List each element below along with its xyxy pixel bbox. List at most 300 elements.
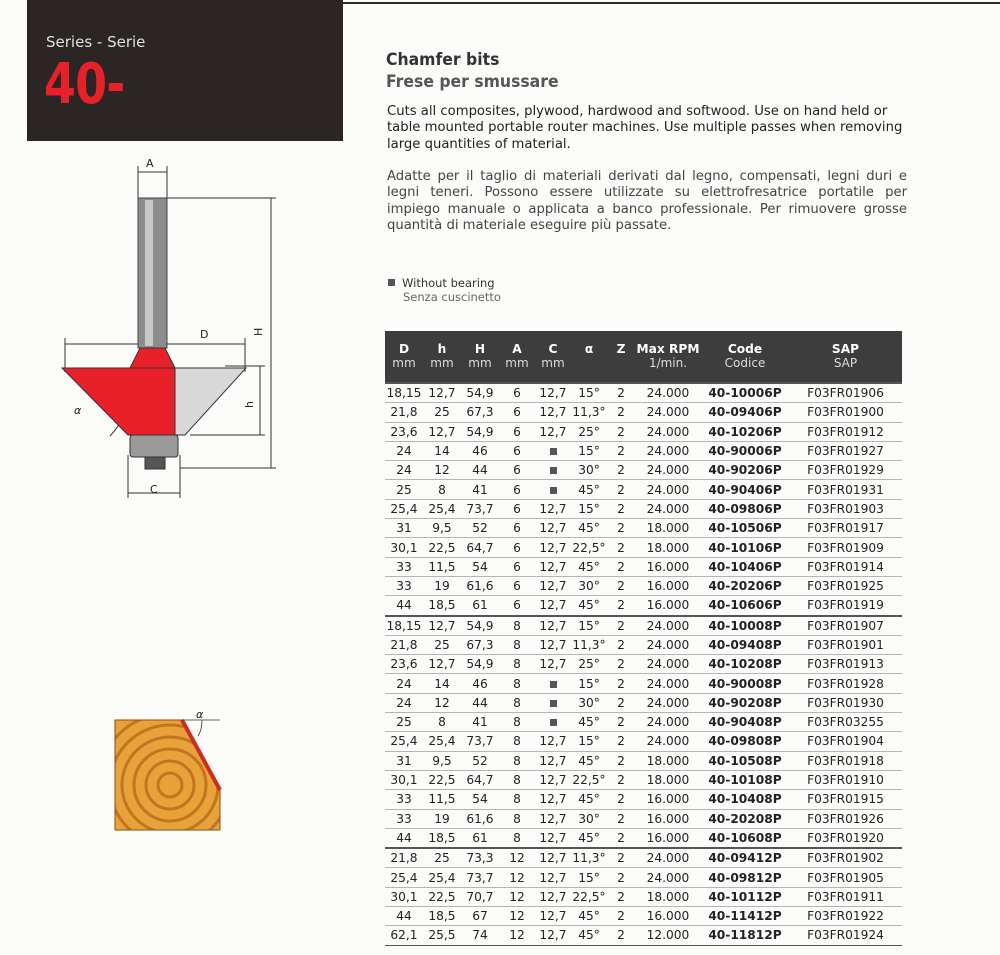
- table-cell: F03FR01929: [789, 461, 902, 480]
- table-cell: 61: [461, 828, 499, 848]
- table-cell: F03FR01901: [789, 635, 902, 654]
- series-number: 40-: [44, 52, 125, 117]
- no-bearing-cell: [535, 461, 571, 480]
- no-bearing-cell: [535, 674, 571, 693]
- table-cell: 2: [607, 809, 635, 828]
- table-cell: 25,4: [385, 732, 423, 751]
- table-cell: 46: [461, 441, 499, 460]
- table-cell: 2: [607, 790, 635, 809]
- table-cell: 24.000: [635, 635, 701, 654]
- table-cell: 2: [607, 828, 635, 848]
- table-cell: 6: [499, 422, 535, 441]
- table-cell: 11,3°: [571, 635, 607, 654]
- table-cell: 40-10106P: [701, 538, 789, 557]
- table-cell: 12,7: [535, 868, 571, 887]
- table-cell: 11,5: [423, 557, 461, 576]
- table-cell: 24.000: [635, 403, 701, 422]
- table-cell: 14: [423, 441, 461, 460]
- table-cell: 24.000: [635, 655, 701, 674]
- table-cell: 45°: [571, 828, 607, 848]
- table-cell: 25: [385, 480, 423, 499]
- table-cell: 2: [607, 926, 635, 945]
- table-cell: 41: [461, 480, 499, 499]
- table-cell: 18.000: [635, 519, 701, 538]
- table-cell: 54,9: [461, 655, 499, 674]
- table-cell: 12,7: [535, 809, 571, 828]
- table-cell: F03FR01905: [789, 868, 902, 887]
- table-cell: F03FR01914: [789, 557, 902, 576]
- table-cell: 12,7: [535, 655, 571, 674]
- table-cell: 2: [607, 576, 635, 595]
- table-cell: 2: [607, 596, 635, 616]
- table-cell: 30°: [571, 693, 607, 712]
- table-cell: 2: [607, 887, 635, 906]
- table-cell: 2: [607, 674, 635, 693]
- table-cell: 2: [607, 480, 635, 499]
- table-cell: 30,1: [385, 538, 423, 557]
- table-cell: 54,9: [461, 383, 499, 403]
- table-cell: 15°: [571, 499, 607, 518]
- table-cell: 2: [607, 751, 635, 770]
- table-cell: 6: [499, 441, 535, 460]
- table-cell: 24.000: [635, 461, 701, 480]
- table-cell: 52: [461, 751, 499, 770]
- table-cell: 22,5: [423, 770, 461, 789]
- column-header: D: [385, 331, 423, 356]
- table-cell: 40-11812P: [701, 926, 789, 945]
- table-cell: 2: [607, 655, 635, 674]
- table-cell: 2: [607, 732, 635, 751]
- column-header: H: [461, 331, 499, 356]
- table-cell: 6: [499, 519, 535, 538]
- table-cell: 24.000: [635, 848, 701, 868]
- table-row: [385, 635, 902, 654]
- table-cell: 64,7: [461, 538, 499, 557]
- table-cell: 73,7: [461, 499, 499, 518]
- table-cell: 64,7: [461, 770, 499, 789]
- table-cell: 8: [499, 693, 535, 712]
- table-cell: 24.000: [635, 693, 701, 712]
- column-unit: [571, 356, 607, 383]
- table-cell: 12: [499, 926, 535, 945]
- dim-label-h-total: H: [252, 327, 265, 336]
- column-header: SAP: [789, 331, 902, 356]
- column-header: Code: [701, 331, 789, 356]
- table-cell: 18.000: [635, 770, 701, 789]
- table-cell: F03FR01928: [789, 674, 902, 693]
- table-cell: 8: [499, 828, 535, 848]
- table-cell: 12: [423, 693, 461, 712]
- table-cell: 19: [423, 576, 461, 595]
- table-cell: 6: [499, 403, 535, 422]
- table-cell: 12,7: [423, 655, 461, 674]
- table-cell: 16.000: [635, 828, 701, 848]
- table-cell: 61,6: [461, 576, 499, 595]
- table-row: [385, 480, 902, 499]
- table-cell: 15°: [571, 616, 607, 636]
- table-cell: 31: [385, 751, 423, 770]
- table-row: [385, 809, 902, 828]
- table-row: [385, 557, 902, 576]
- table-cell: 16.000: [635, 907, 701, 926]
- table-cell: 40-20206P: [701, 576, 789, 595]
- table-cell: 12: [499, 868, 535, 887]
- table-cell: 9,5: [423, 519, 461, 538]
- table-row: [385, 441, 902, 460]
- table-cell: 16.000: [635, 790, 701, 809]
- table-cell: 18.000: [635, 538, 701, 557]
- table-row: [385, 499, 902, 518]
- table-unit-row: [385, 356, 902, 383]
- table-cell: 12,7: [535, 596, 571, 616]
- table-cell: 16.000: [635, 576, 701, 595]
- table-cell: 40-09412P: [701, 848, 789, 868]
- table-cell: 12,7: [535, 576, 571, 595]
- table-cell: 12,7: [423, 422, 461, 441]
- table-cell: 12: [423, 461, 461, 480]
- table-cell: 12,7: [535, 422, 571, 441]
- table-cell: 12: [499, 887, 535, 906]
- table-cell: 45°: [571, 751, 607, 770]
- series-label: Series - Serie: [46, 33, 146, 51]
- table-cell: 25: [423, 635, 461, 654]
- top-rule: [342, 2, 1000, 4]
- table-cell: 2: [607, 461, 635, 480]
- wood-alpha-label: α: [196, 710, 204, 721]
- table-cell: 12,7: [535, 907, 571, 926]
- table-cell: F03FR01904: [789, 732, 902, 751]
- table-cell: F03FR01918: [789, 751, 902, 770]
- table-cell: 44: [385, 596, 423, 616]
- table-cell: 40-10508P: [701, 751, 789, 770]
- table-cell: 12,7: [535, 383, 571, 403]
- table-cell: 45°: [571, 713, 607, 732]
- table-cell: 67: [461, 907, 499, 926]
- table-cell: 24.000: [635, 732, 701, 751]
- table-cell: 54,9: [461, 422, 499, 441]
- table-cell: F03FR01911: [789, 887, 902, 906]
- table-cell: 25°: [571, 655, 607, 674]
- table-cell: 46: [461, 674, 499, 693]
- table-cell: 12,7: [535, 848, 571, 868]
- table-cell: 40-10408P: [701, 790, 789, 809]
- table-cell: 40-10406P: [701, 557, 789, 576]
- description-it: Adatte per il taglio di materiali derivati dal legno, compensati, legni duri e legni teneri. Possono essere utilizzate su elettrofresatrice portatile per impiego manuale o applicata a banco professionale. Per rimuovere grosse quantità di materiale eseguire più passate.: [387, 169, 907, 233]
- table-cell: 30,1: [385, 887, 423, 906]
- table-cell: 2: [607, 422, 635, 441]
- table-row: [385, 576, 902, 595]
- table-cell: 22,5: [423, 887, 461, 906]
- column-unit: Codice: [701, 356, 789, 383]
- no-bearing-square-icon: [550, 487, 557, 494]
- table-row: [385, 770, 902, 789]
- no-bearing-square-icon: [550, 719, 557, 726]
- table-cell: 61: [461, 596, 499, 616]
- table-cell: 24.000: [635, 441, 701, 460]
- table-cell: F03FR01906: [789, 383, 902, 403]
- table-cell: 74: [461, 926, 499, 945]
- table-cell: 24: [385, 674, 423, 693]
- table-cell: 12,7: [535, 557, 571, 576]
- table-cell: 40-10208P: [701, 655, 789, 674]
- table-cell: F03FR01919: [789, 596, 902, 616]
- table-cell: F03FR01917: [789, 519, 902, 538]
- table-cell: 22,5: [423, 538, 461, 557]
- table-cell: 30,1: [385, 770, 423, 789]
- table-row: [385, 519, 902, 538]
- table-cell: 22,5°: [571, 538, 607, 557]
- table-cell: 18.000: [635, 887, 701, 906]
- table-cell: 6: [499, 461, 535, 480]
- table-cell: 23,6: [385, 655, 423, 674]
- table-row: [385, 596, 902, 616]
- table-cell: F03FR01900: [789, 403, 902, 422]
- table-row: [385, 751, 902, 770]
- table-cell: 22,5°: [571, 770, 607, 789]
- table-cell: 15°: [571, 732, 607, 751]
- column-header: A: [499, 331, 535, 356]
- dim-label-h-cut: h: [243, 401, 256, 408]
- table-cell: 40-90408P: [701, 713, 789, 732]
- table-cell: 12.000: [635, 926, 701, 945]
- table-cell: F03FR01907: [789, 616, 902, 636]
- table-cell: 6: [499, 596, 535, 616]
- table-cell: 24.000: [635, 480, 701, 499]
- table-cell: F03FR01927: [789, 441, 902, 460]
- column-unit: mm: [385, 356, 423, 383]
- table-cell: 21,8: [385, 848, 423, 868]
- table-cell: 16.000: [635, 557, 701, 576]
- table-cell: 67,3: [461, 635, 499, 654]
- column-unit: SAP: [789, 356, 902, 383]
- no-bearing-cell: [535, 693, 571, 712]
- table-row: [385, 848, 902, 868]
- table-cell: 25: [423, 848, 461, 868]
- table-cell: F03FR01909: [789, 538, 902, 557]
- table-cell: 40-09812P: [701, 868, 789, 887]
- table-cell: 45°: [571, 480, 607, 499]
- table-cell: 6: [499, 480, 535, 499]
- table-cell: 12: [499, 848, 535, 868]
- table-cell: 12,7: [535, 926, 571, 945]
- bearing-shape: [130, 435, 178, 457]
- table-cell: 12,7: [535, 790, 571, 809]
- table-cell: 2: [607, 616, 635, 636]
- table-cell: 25: [423, 403, 461, 422]
- table-cell: 24: [385, 461, 423, 480]
- table-cell: 8: [499, 770, 535, 789]
- table-cell: 9,5: [423, 751, 461, 770]
- table-cell: 2: [607, 383, 635, 403]
- table-cell: 15°: [571, 383, 607, 403]
- wood-chamfer-illustration: [110, 710, 240, 835]
- table-cell: 40-90008P: [701, 674, 789, 693]
- column-unit: mm: [461, 356, 499, 383]
- page-subtitle: Frese per smussare: [386, 72, 559, 92]
- table-cell: 12,7: [535, 770, 571, 789]
- table-cell: 2: [607, 770, 635, 789]
- table-cell: 24.000: [635, 383, 701, 403]
- page-title: Chamfer bits: [386, 50, 500, 70]
- table-cell: 70,7: [461, 887, 499, 906]
- table-cell: 14: [423, 674, 461, 693]
- shank-highlight: [145, 200, 153, 346]
- table-cell: 25,4: [385, 499, 423, 518]
- table-cell: 11,3°: [571, 403, 607, 422]
- table-cell: 45°: [571, 907, 607, 926]
- column-unit: [607, 356, 635, 383]
- table-cell: F03FR01913: [789, 655, 902, 674]
- table-cell: 44: [461, 693, 499, 712]
- table-row: [385, 422, 902, 441]
- column-header: α: [571, 331, 607, 356]
- no-bearing-square-icon: [550, 467, 557, 474]
- dim-label-c: C: [150, 483, 158, 496]
- collar-shape: [130, 348, 175, 368]
- table-cell: 11,3°: [571, 848, 607, 868]
- table-cell: 8: [423, 480, 461, 499]
- router-bit-diagram: [50, 150, 290, 510]
- no-bearing-cell: [535, 480, 571, 499]
- table-cell: 25,4: [423, 499, 461, 518]
- table-cell: 12,7: [535, 519, 571, 538]
- table-cell: 8: [499, 616, 535, 636]
- table-cell: 6: [499, 383, 535, 403]
- table-row: [385, 693, 902, 712]
- table-cell: 73,3: [461, 848, 499, 868]
- table-cell: 2: [607, 635, 635, 654]
- table-cell: 45°: [571, 557, 607, 576]
- no-bearing-square-icon: [550, 681, 557, 688]
- table-cell: 18,5: [423, 907, 461, 926]
- table-row: [385, 461, 902, 480]
- table-cell: 12,7: [535, 635, 571, 654]
- table-cell: 25,4: [423, 868, 461, 887]
- table-cell: 33: [385, 576, 423, 595]
- table-cell: 24.000: [635, 499, 701, 518]
- legend-label-it: Senza cuscinetto: [403, 290, 501, 304]
- table-cell: 2: [607, 693, 635, 712]
- table-cell: 67,3: [461, 403, 499, 422]
- column-header: C: [535, 331, 571, 356]
- table-cell: 33: [385, 557, 423, 576]
- table-cell: 40-90006P: [701, 441, 789, 460]
- table-cell: 24.000: [635, 616, 701, 636]
- table-cell: 40-09806P: [701, 499, 789, 518]
- table-cell: 22,5°: [571, 887, 607, 906]
- table-row: [385, 713, 902, 732]
- table-cell: 40-10206P: [701, 422, 789, 441]
- table-cell: 19: [423, 809, 461, 828]
- table-cell: 45°: [571, 790, 607, 809]
- table-cell: 6: [499, 499, 535, 518]
- table-row: [385, 403, 902, 422]
- table-cell: F03FR01924: [789, 926, 902, 945]
- table-row: [385, 538, 902, 557]
- table-cell: 2: [607, 538, 635, 557]
- legend-label-en: Without bearing: [402, 276, 495, 290]
- table-row: [385, 868, 902, 887]
- description-en: Cuts all composites, plywood, hardwood and softwood. Use on hand held or table mounted portable router machines. Use multiple passes when removing large quantities of material.: [387, 104, 903, 152]
- table-cell: 24.000: [635, 674, 701, 693]
- column-unit: 1/min.: [635, 356, 701, 383]
- table-cell: 2: [607, 403, 635, 422]
- table-cell: 6: [499, 538, 535, 557]
- table-row: [385, 907, 902, 926]
- table-cell: 24.000: [635, 868, 701, 887]
- table-cell: 24: [385, 441, 423, 460]
- table-cell: 73,7: [461, 868, 499, 887]
- table-cell: 33: [385, 809, 423, 828]
- column-header: h: [423, 331, 461, 356]
- table-header-row: [385, 331, 902, 356]
- table-cell: 40-11412P: [701, 907, 789, 926]
- table-cell: 18,5: [423, 596, 461, 616]
- table-cell: 11,5: [423, 790, 461, 809]
- table-cell: 31: [385, 519, 423, 538]
- table-cell: 21,8: [385, 635, 423, 654]
- cutter-body-shape: [62, 368, 175, 435]
- table-cell: 54: [461, 557, 499, 576]
- table-cell: 12,7: [535, 403, 571, 422]
- table-cell: 24: [385, 693, 423, 712]
- table-cell: 2: [607, 557, 635, 576]
- table-cell: 12: [499, 907, 535, 926]
- table-row: [385, 790, 902, 809]
- table-cell: 16.000: [635, 596, 701, 616]
- table-cell: 40-09408P: [701, 635, 789, 654]
- table-cell: 24.000: [635, 713, 701, 732]
- no-bearing-cell: [535, 713, 571, 732]
- table-cell: 21,8: [385, 403, 423, 422]
- table-cell: 52: [461, 519, 499, 538]
- table-cell: 44: [461, 461, 499, 480]
- table-cell: F03FR01912: [789, 422, 902, 441]
- table-cell: 44: [385, 828, 423, 848]
- table-cell: 18,15: [385, 383, 423, 403]
- table-cell: 6: [499, 576, 535, 595]
- dim-label-alpha: α: [74, 404, 82, 417]
- table-cell: 12,7: [535, 538, 571, 557]
- table-row: [385, 732, 902, 751]
- table-row: [385, 655, 902, 674]
- table-cell: F03FR03255: [789, 713, 902, 732]
- column-unit: mm: [423, 356, 461, 383]
- table-cell: F03FR01926: [789, 809, 902, 828]
- table-cell: 15°: [571, 674, 607, 693]
- table-cell: 61,6: [461, 809, 499, 828]
- no-bearing-square-icon: [550, 700, 557, 707]
- table-cell: 18.000: [635, 751, 701, 770]
- table-cell: 8: [423, 713, 461, 732]
- table-cell: 40-09406P: [701, 403, 789, 422]
- table-cell: 40-90406P: [701, 480, 789, 499]
- table-row: [385, 828, 902, 848]
- table-cell: 12,7: [423, 383, 461, 403]
- table-cell: 12,7: [535, 828, 571, 848]
- table-cell: 2: [607, 848, 635, 868]
- table-cell: F03FR01902: [789, 848, 902, 868]
- table-cell: 15°: [571, 868, 607, 887]
- table-cell: 40-10608P: [701, 828, 789, 848]
- column-header: Max RPM: [635, 331, 701, 356]
- table-cell: 2: [607, 499, 635, 518]
- table-cell: F03FR01910: [789, 770, 902, 789]
- table-cell: 8: [499, 635, 535, 654]
- table-cell: 25°: [571, 422, 607, 441]
- no-bearing-cell: [535, 441, 571, 460]
- table-cell: 12,7: [535, 751, 571, 770]
